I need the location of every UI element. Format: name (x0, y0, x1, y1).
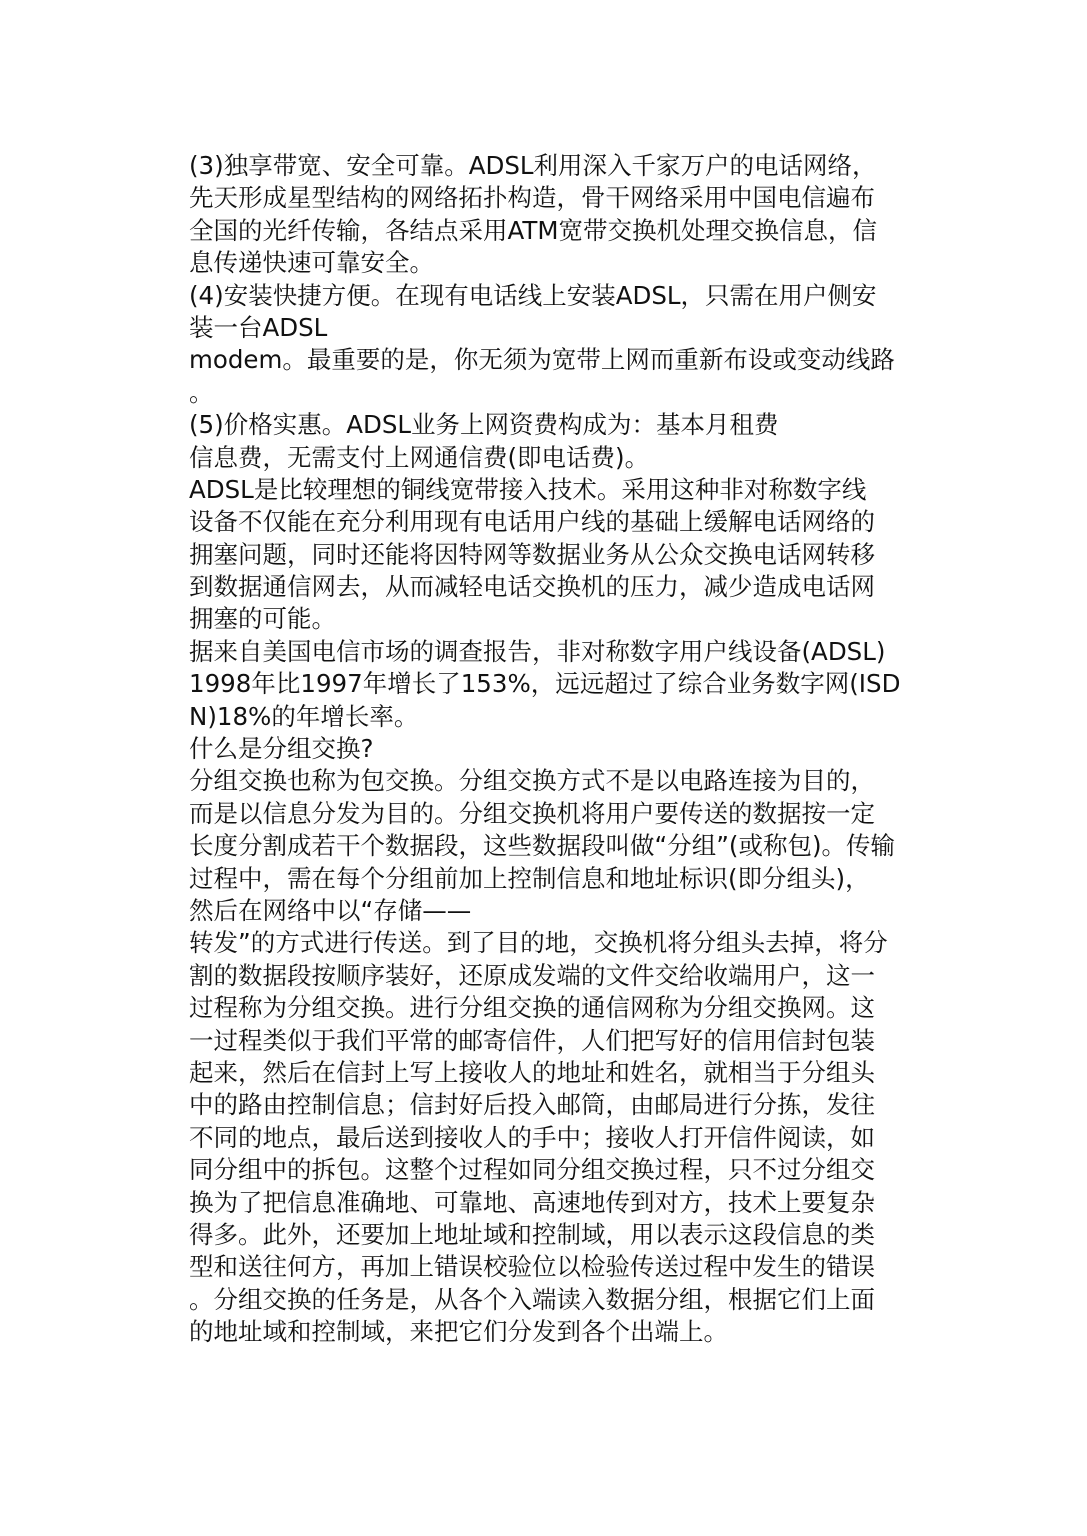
text-line: 中的路由控制信息；信封好后投入邮筒，由邮局进行分拣，发往 (189, 1090, 875, 1120)
text-line: 设备不仅能在充分利用现有电话用户线的基础上缓解电话网络的 (189, 507, 875, 537)
text-line: 信息费，无需支付上网通信费(即电话费)。 (189, 442, 650, 472)
text-line: 长度分割成若干个数据段，这些数据段叫做“分组”(或称包)。传输 (189, 831, 895, 861)
text-line: (4)安装快捷方便。在现有电话线上安装ADSL，只需在用户侧安 (189, 280, 877, 310)
text-line: 分组交换也称为包交换。分组交换方式不是以电路连接为目的， (189, 766, 875, 796)
text-line: 的地址域和控制域，来把它们分发到各个出端上。 (189, 1317, 728, 1347)
text-line: 装一台ADSL (189, 312, 328, 342)
text-line: modem。最重要的是，你无须为宽带上网而重新布设或变动线路 (189, 345, 895, 375)
text-line: N)18%的年增长率。 (189, 701, 419, 731)
text-line: 转发”的方式进行传送。到了目的地，交换机将分组头去掉，将分 (189, 928, 888, 958)
text-line: 据来自美国电信市场的调查报告，非对称数字用户线设备(ADSL) (189, 636, 886, 666)
text-line: 一过程类似于我们平常的邮寄信件，人们把写好的信用信封包装 (189, 1025, 875, 1055)
text-line: 割的数据段按顺序装好，还原成发端的文件交给收端用户，这一 (189, 960, 875, 990)
text-line: 起来，然后在信封上写上接收人的地址和姓名，就相当于分组头 (189, 1057, 875, 1087)
text-line: 什么是分组交换? (189, 734, 374, 764)
text-line: 到数据通信网去，从而减轻电话交换机的压力，减少造成电话网 (189, 572, 875, 602)
text-line: 息传递快速可靠安全。 (189, 248, 434, 278)
text-line: 1998年比1997年增长了153%，远远超过了综合业务数字网(ISD (189, 669, 901, 699)
text-line: (3)独享带宽、安全可靠。ADSL利用深入千家万户的电话网络， (189, 151, 877, 180)
text-line: 型和送往何方，再加上错误校验位以检验传送过程中发生的错误 (189, 1252, 875, 1282)
text-line: 得多。此外，还要加上地址域和控制域，用以表示这段信息的类 (189, 1219, 875, 1249)
text-line: 不同的地点，最后送到接收人的手中；接收人打开信件阅读，如 (189, 1122, 875, 1152)
document-body (189, 150, 901, 1348)
text-line: ADSL是比较理想的铜线宽带接入技术。采用这种非对称数字线 (189, 474, 867, 504)
text-line: 先天形成星型结构的网络拓扑构造，骨干网络采用中国电信遍布 (189, 183, 875, 213)
text-line: (5)价格实惠。ADSL业务上网资费构成为：基本月租费 (189, 410, 779, 440)
text-line: 拥塞的可能。 (189, 604, 336, 634)
text-line: 过程称为分组交换。进行分组交换的通信网称为分组交换网。这 (189, 993, 875, 1023)
text-line: 同分组中的拆包。这整个过程如同分组交换过程，只不过分组交 (189, 1155, 875, 1185)
text-line: 过程中，需在每个分组前加上控制信息和地址标识(即分组头)， (189, 863, 870, 893)
text-line: 。 (189, 377, 214, 407)
text-line: 拥塞问题，同时还能将因特网等数据业务从公众交换电话网转移 (189, 539, 875, 569)
text-line: 而是以信息分发为目的。分组交换机将用户要传送的数据按一定 (189, 798, 875, 828)
text-line: 。分组交换的任务是，从各个入端读入数据分组，根据它们上面 (189, 1284, 875, 1314)
text-line: 全国的光纤传输，各结点采用ATM宽带交换机处理交换信息，信 (189, 215, 877, 245)
text-line: 换为了把信息准确地、可靠地、高速地传到对方，技术上要复杂 (189, 1187, 875, 1217)
text-line: 然后在网络中以“存储—— (189, 895, 472, 925)
